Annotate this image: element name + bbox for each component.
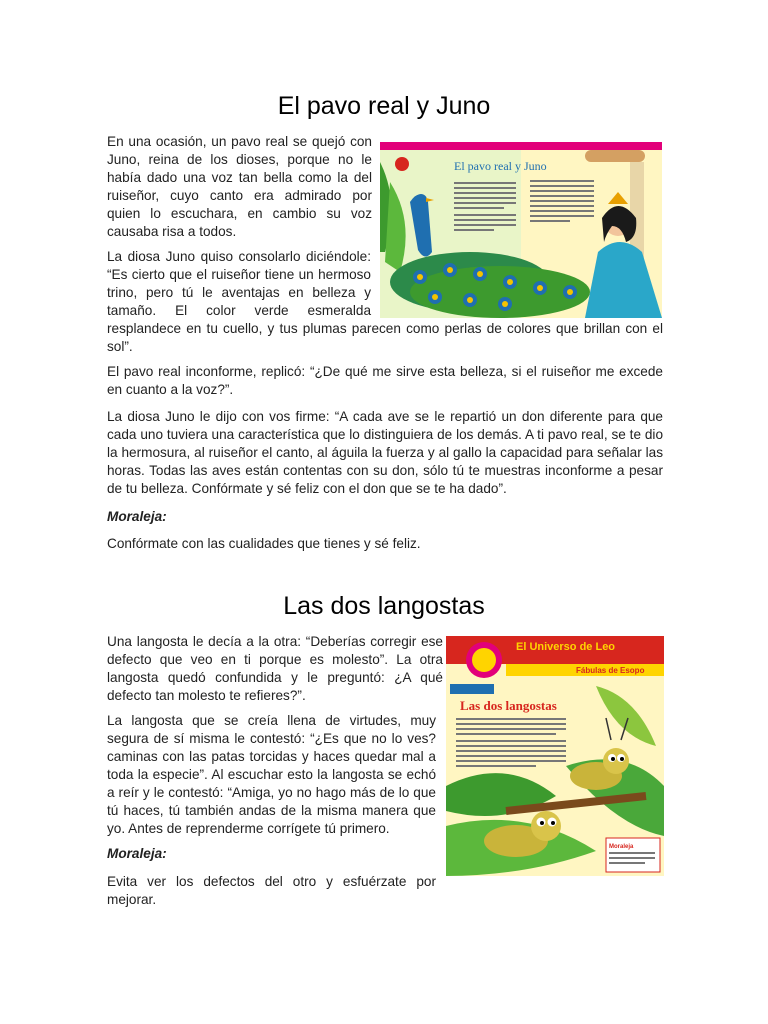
story1-title: El pavo real y Juno: [277, 92, 491, 120]
story2-title: Las dos langostas: [283, 592, 485, 620]
story1-paragraph-2-text: La diosa Juno quiso consolarlo diciéndole: “Es cierto que el ruiseñor tiene un hermoso trino, pero tú le aventajas en belleza y tamaño. El color verde esmeralda resplandece en tu cuello, y tus plumas parecen como perlas de colores que brillan con el sol”.: [107, 249, 663, 354]
story1-paragraph-4: La diosa Juno le dijo con vos firme: “A cada ave se le repartió un don diferente para que cada uno tuviera una característica que lo distinguiera de los demás. A ti pavo real, se te dio la hermosura, al ruiseñor el canto, al águila la fuerza y al gallo la capacidad para señalar las horas. Todas las aves están contentas con su don, sólo tú te muestras inconforme a pesar de tu belleza. Confórmate y sé feliz con el don que se te ha dado”.: [107, 409, 663, 496]
story2-moral-label: [107, 845, 436, 863]
story1-paragraph-1: En una ocasión, un pavo real se quejó con Juno, reina de los dioses, porque no le había dado una voz tan bella como la del ruiseñor, cuyo canto era admirado por quien lo escuchara, en cambio su voz causaba risa a todos.: [107, 134, 372, 239]
story1-moral-label: [107, 508, 663, 526]
story1-paragraph-3: El pavo real inconforme, replicó: “¿De qué me sirve esta belleza, si el ruiseñor me excede en cuanto a la voz?”.: [107, 364, 663, 397]
illus2-title: Las dos langostas: [460, 698, 557, 713]
story2-paragraph-1: Una langosta le decía a la otra: “Deberías corregir ese defecto que veo en ti porque es molesto”. La otra langosta quedó confundida y le preguntó: ¿A qué defecto tan molesto te refieres?”.: [107, 634, 443, 703]
story1-moral-text: Confórmate con las cualidades que tienes y sé feliz.: [107, 536, 421, 551]
story2-moral-label-text: Moraleja:: [107, 846, 167, 861]
story1-paragraph-2: [107, 248, 663, 356]
story1-moral-label-text: Moraleja:: [107, 509, 167, 524]
illus1-title: El pavo real y Juno: [454, 159, 547, 173]
illus2-moral-label: Moraleja: [609, 844, 634, 850]
illus2-banner: El Universo de Leo: [516, 641, 616, 653]
illus2-subbanner: Fábulas de Esopo: [576, 666, 645, 675]
grasshoppers-illustration: [446, 636, 664, 876]
story2-moral-text: Evita ver los defectos del otro y esfuérzate por mejorar.: [107, 874, 436, 907]
story2-paragraph-2: La langosta que se creía llena de virtudes, muy segura de sí misma le contestó: “¿Es que no lo ves? caminas con las patas torcidas y haces quedar mal a toda la especie”. Al escuchar esto la langosta se echó a reír y le contestó: “Amiga, yo no hago más de lo que tú haces, tú también andas de la misma manera que yo. Antes de reprenderme corrígete tú primero.: [107, 713, 436, 836]
